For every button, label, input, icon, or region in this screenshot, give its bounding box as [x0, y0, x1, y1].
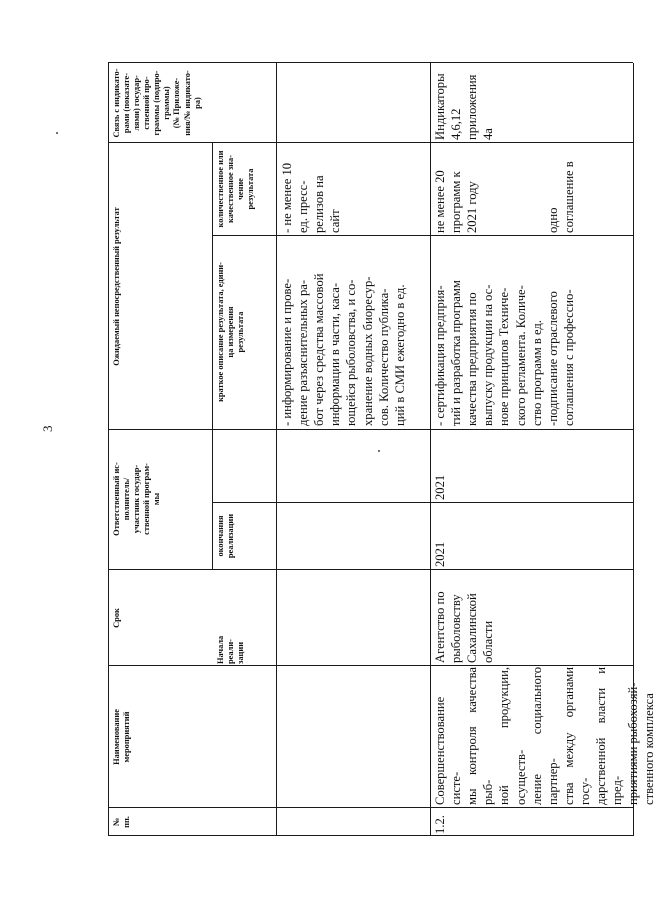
header-num: № пп.: [112, 816, 132, 828]
header-expected-description: краткое описание результата, едини- ца измерения результата: [216, 262, 246, 402]
col-sep-termend: [108, 429, 633, 430]
cont-row-description: - информирование и прове- дение разъяснительных ра- бот через средства массовой информации в части, каса- ющейся рыболовства, и со- хранение водных биоресур- сов. Количество публика- ций в СМИ ежегодно в ед.: [280, 273, 407, 426]
row-1-2-end-year: 2021: [433, 474, 447, 500]
header-indicator-link: Связь с индикато- рами (показате- лями) государ- ственной про- граммы (подпро- граммы) (№ Приложе- ния/№ индикато- ра): [112, 68, 202, 138]
row-1-2-description: - сертификация предприя- тий и разработка программ качества предприятия по выпуску продукции на ос- нове принципов Техниче- ского регламента. Количе- ство программ в ед. -подписание отраслевого соглашения с профессио-: [433, 280, 576, 426]
col-sep-resp: [108, 569, 633, 570]
row-1-2-responsible: Агентство по рыболовству Сахалинской области: [433, 591, 496, 663]
header-expected-result: Ожидаемый непосредственный результат: [112, 207, 121, 366]
header-bottom-line: [276, 63, 277, 836]
col-sep-desc: [212, 235, 633, 236]
header-term-end: окончания реализации: [216, 513, 236, 559]
col-sep-name: [108, 665, 633, 666]
row-separator-line: [430, 63, 431, 836]
border-right: [108, 62, 633, 63]
cont-row-value: - не менее 10 ед. пресс- релизов на сайт: [280, 162, 343, 233]
page-number: 3: [40, 425, 55, 432]
header-expected-value: количественное или качественное зна- чение результата: [216, 150, 256, 228]
border-left: [108, 835, 633, 836]
col-sep-num: [108, 807, 633, 808]
row-1-2-number: 1.2.: [433, 815, 447, 834]
header-term: Срок: [112, 608, 121, 628]
header-term-start: Начала реали- зации: [216, 635, 246, 664]
scan-speck: [378, 450, 380, 452]
row-1-2-value: не менее 20 программ к 2021 году одно соглашение в: [433, 161, 576, 233]
row-1-2-start-year: 2021: [433, 541, 447, 567]
header-subrow-line: [212, 143, 213, 570]
header-responsible: Ответственный ис- полнитель/ участник государ- ственной програм- мы: [112, 462, 162, 536]
col-sep-term: [212, 502, 633, 503]
scan-speck: [56, 132, 58, 134]
table-top-border: [108, 63, 109, 836]
row-1-2-name: Совершенствование систе- мы контроля качества рыб- ной продукции, осуществ- ление социального партнер- ства между органами госу- дарственной власти и пред- приятиями рыбохозяй- ственного комплекса: [433, 667, 657, 805]
col-sep-value: [108, 142, 633, 143]
row-1-2-indicator-link: Индикаторы 4,6,12 приложения 4а: [433, 73, 496, 140]
header-name: Наименование мероприятий: [112, 709, 132, 765]
